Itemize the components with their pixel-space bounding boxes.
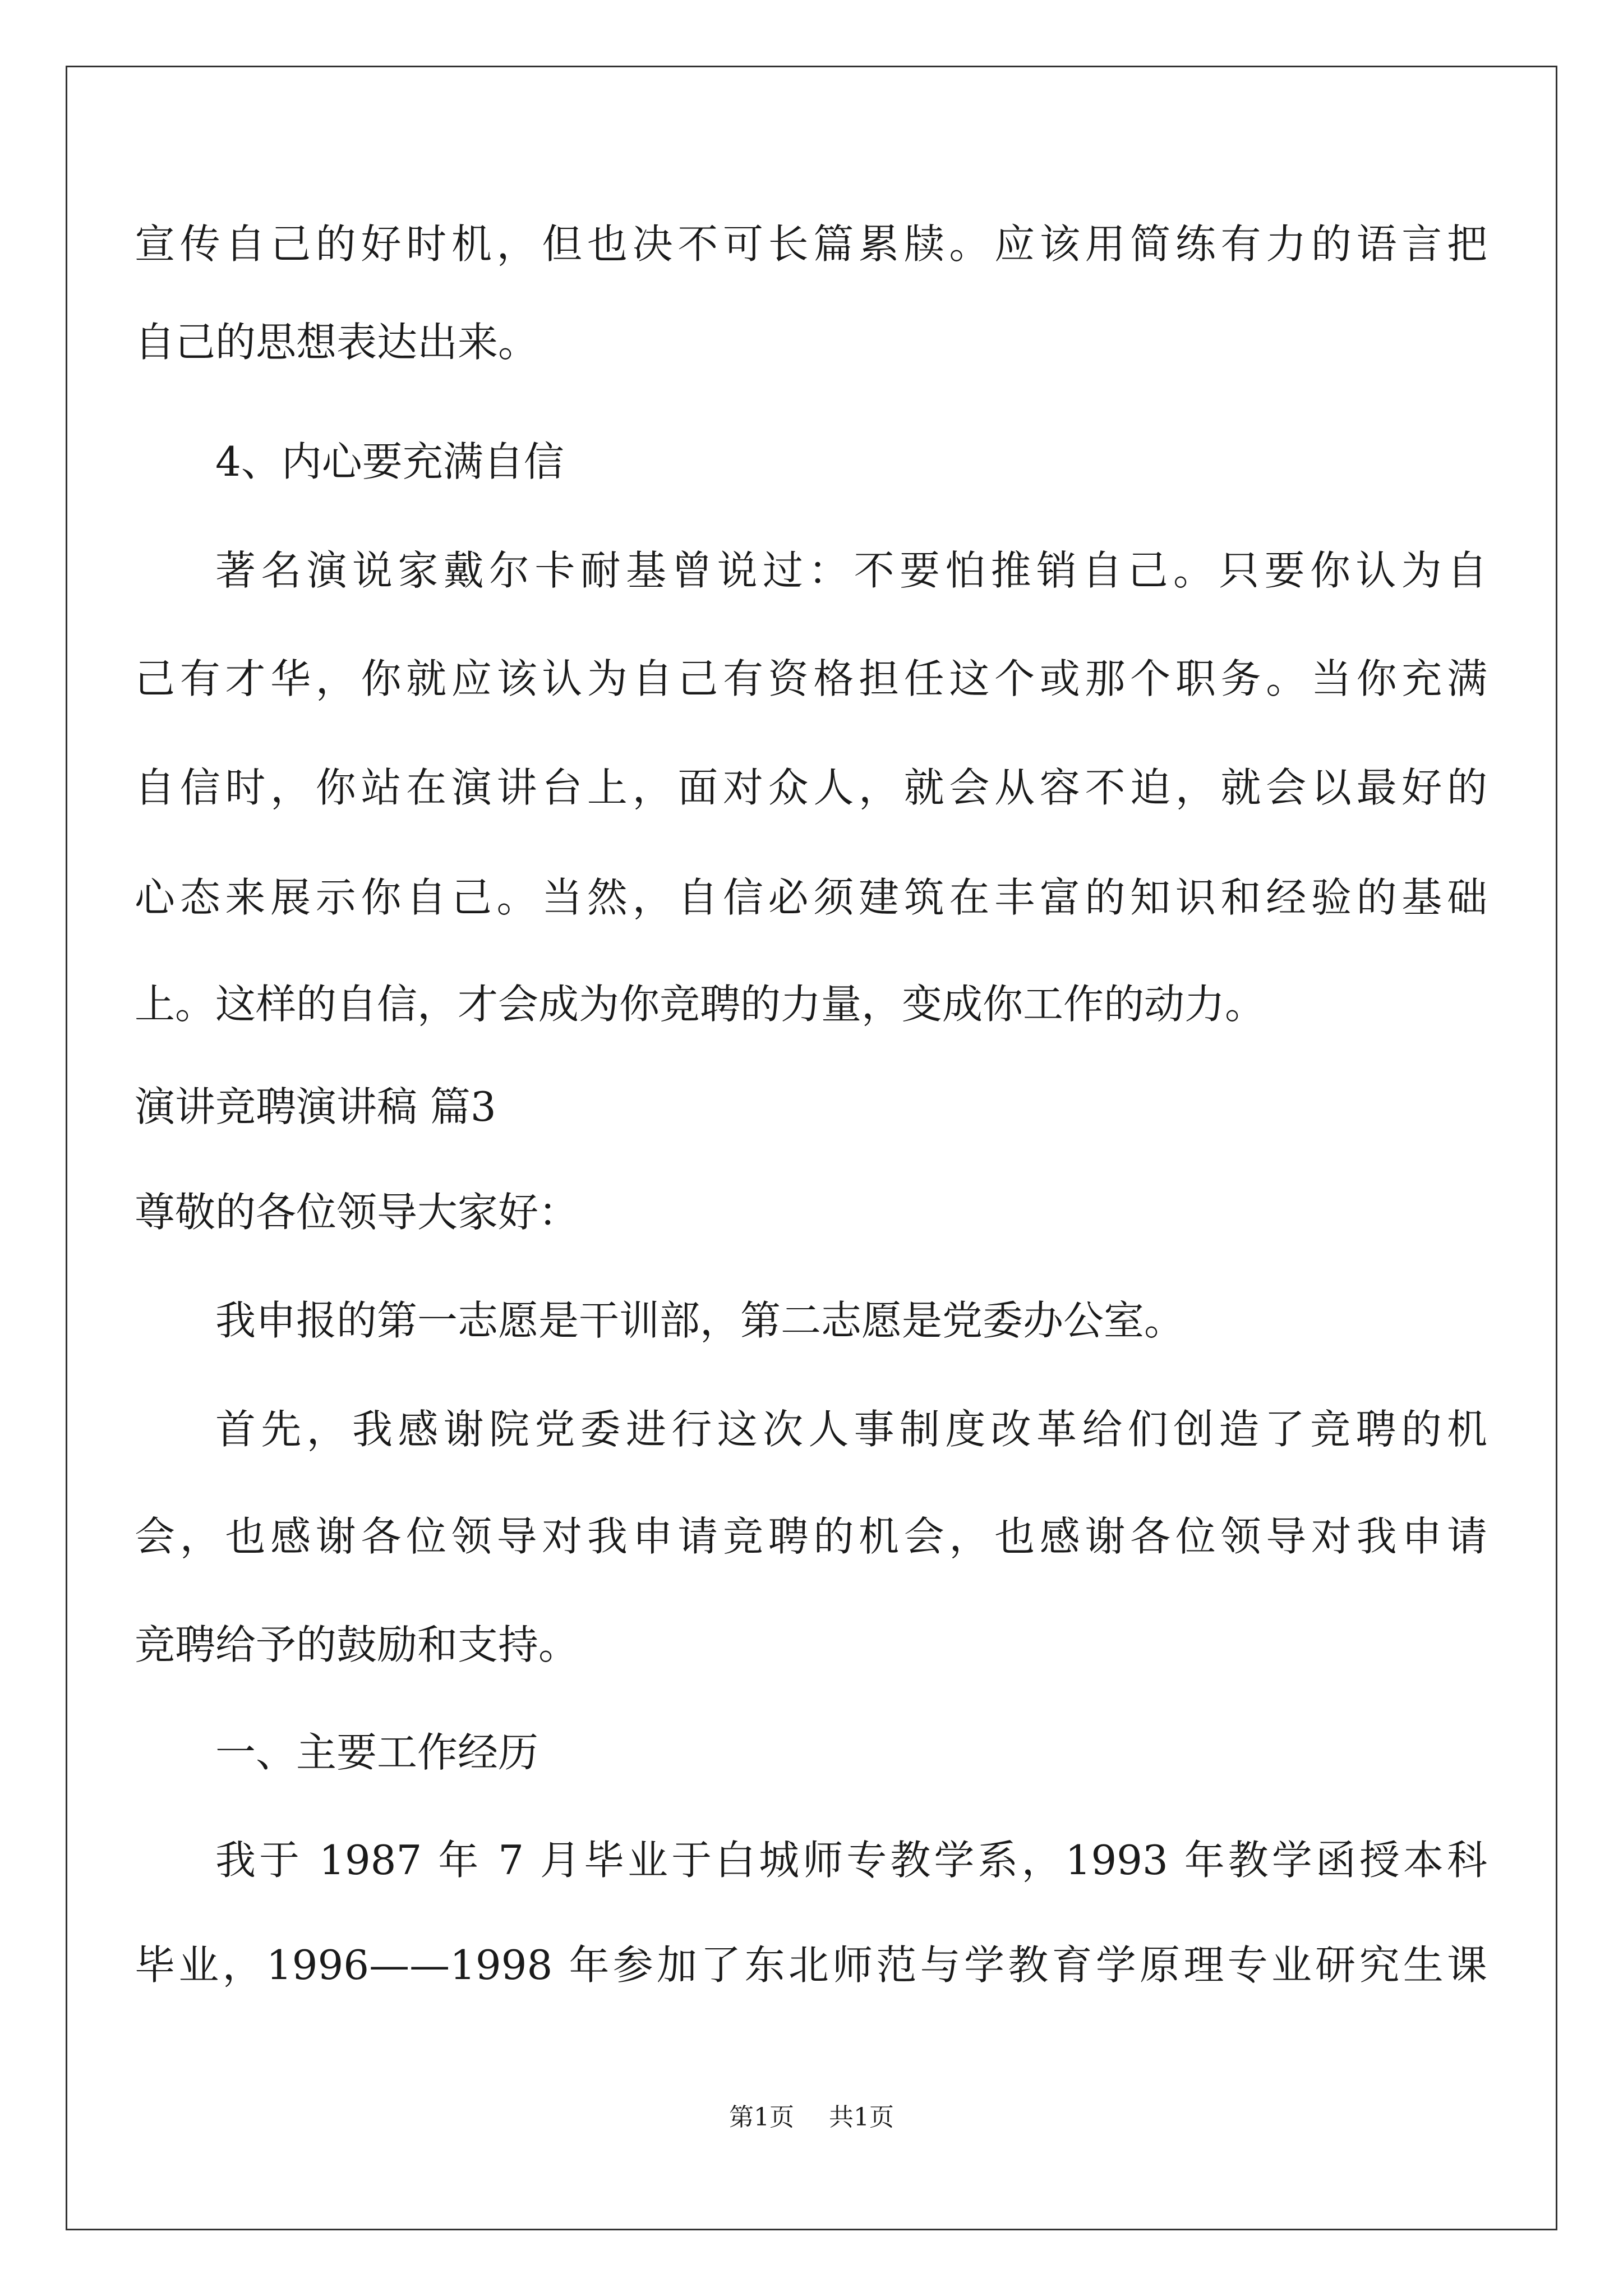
paragraph-line: 自己的思想表达出来。 — [135, 319, 539, 366]
page-border — [66, 66, 1557, 2230]
paragraph-line: 我于 1987 年 7 月毕业于白城师专教学系，1993 年教学函授本科 — [215, 1837, 1487, 1884]
paragraph-line: 宣传自己的好时机，但也决不可长篇累牍。应该用简练有力的语言把 — [135, 220, 1487, 268]
paragraph-line: 会，也感谢各位领导对我申请竞聘的机会，也感谢各位领导对我申请 — [135, 1513, 1487, 1560]
paragraph-line: 著名演说家戴尔卡耐基曾说过：不要怕推销自己。只要你认为自 — [215, 547, 1487, 594]
article-title: 演讲竞聘演讲稿 篇3 — [135, 1083, 496, 1130]
paragraph-line: 毕业，1996——1998 年参加了东北师范与学教育学原理专业研究生课 — [135, 1941, 1487, 1989]
salutation: 尊敬的各位领导大家好： — [135, 1189, 579, 1236]
paragraph-line: 己有才华，你就应该认为自己有资格担任这个或那个职务。当你充满 — [135, 655, 1487, 702]
section-heading: 一、主要工作经历 — [215, 1729, 539, 1776]
page-number-current: 第1页 — [729, 2103, 794, 2132]
paragraph-line: 竞聘给予的鼓励和支持。 — [135, 1621, 579, 1668]
section-heading: 4、内心要充满自信 — [215, 438, 564, 485]
paragraph-line: 上。这样的自信，才会成为你竞聘的力量，变成你工作的动力。 — [135, 981, 1266, 1028]
paragraph-line: 我申报的第一志愿是干训部，第二志愿是党委办公室。 — [215, 1297, 1185, 1344]
paragraph-line: 自信时，你站在演讲台上，面对众人，就会从容不迫，就会以最好的 — [135, 764, 1487, 811]
paragraph-line: 心态来展示你自己。当然，自信必须建筑在丰富的知识和经验的基础 — [135, 874, 1487, 921]
page-number-total: 共1页 — [829, 2103, 894, 2132]
paragraph-line: 首先，我感谢院党委进行这次人事制度改革给们创造了竞聘的机 — [215, 1406, 1487, 1453]
page-footer — [0, 2101, 1623, 2134]
